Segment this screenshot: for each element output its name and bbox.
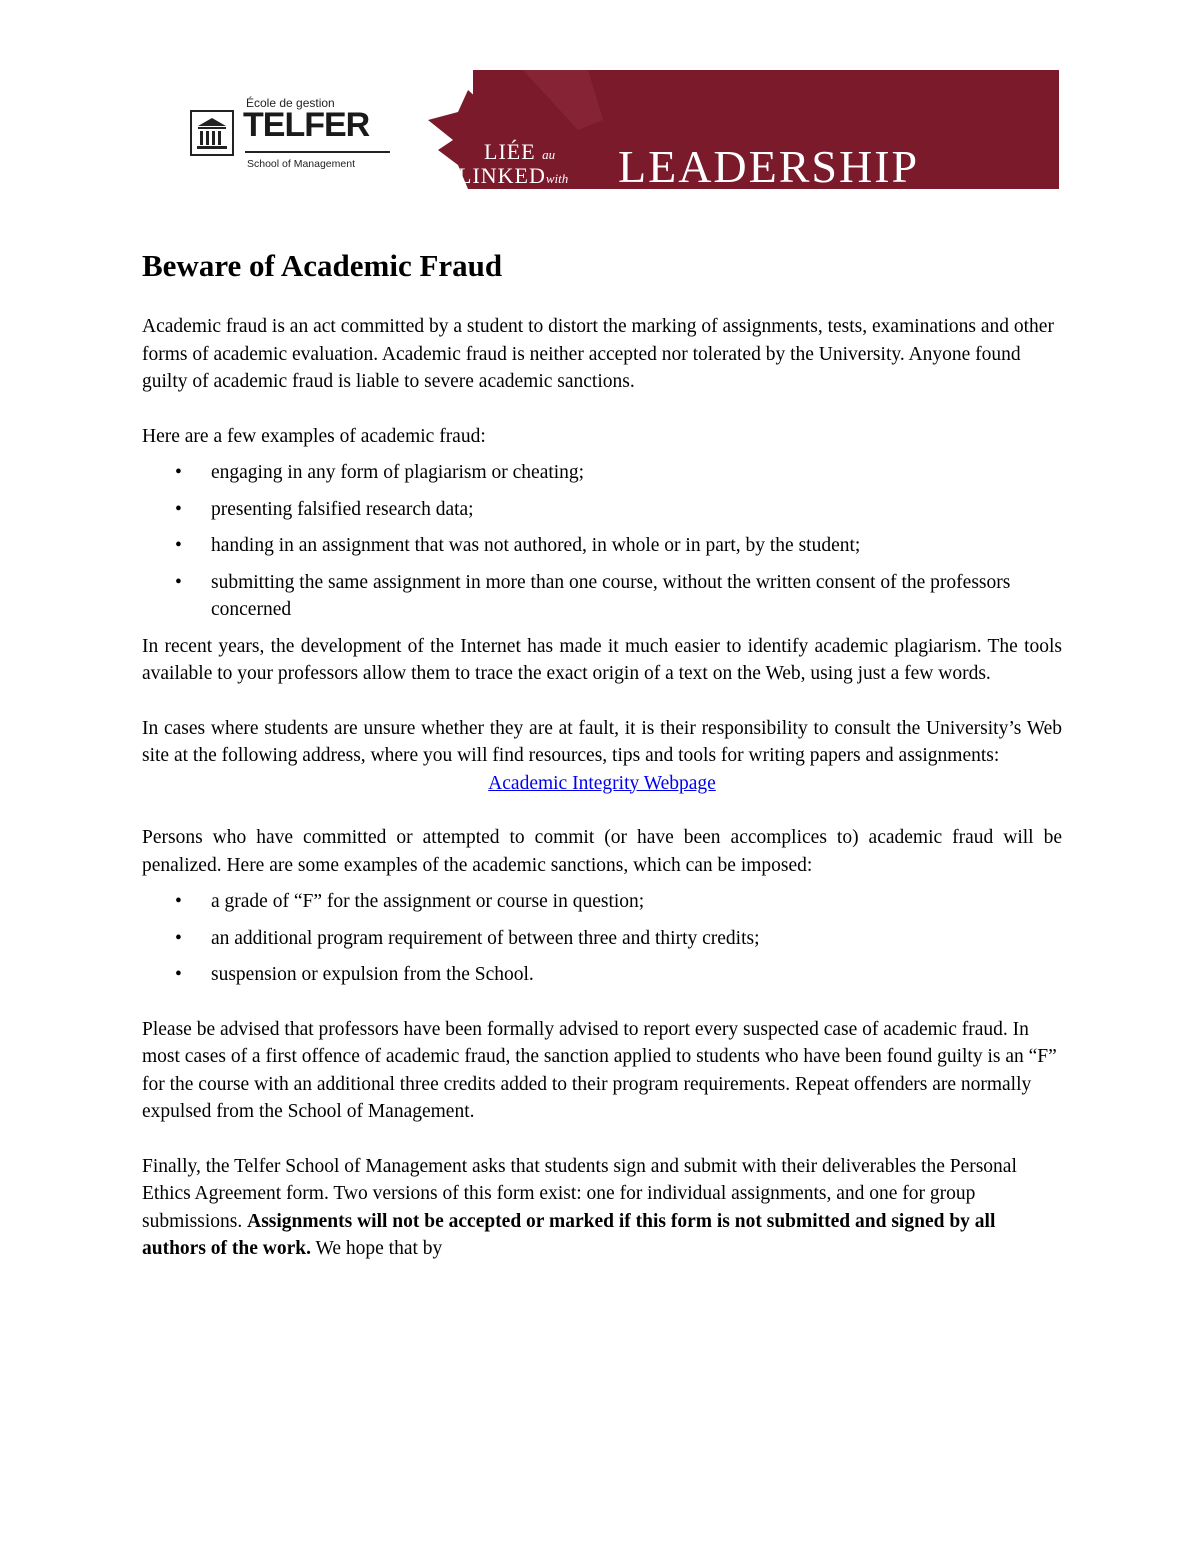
- page-title: Beware of Academic Fraud: [142, 248, 503, 283]
- document-body: [142, 246, 1062, 1263]
- finally-paragraph: Finally, the Telfer School of Management asks that students sign and submit with their deliverables the Personal Ethics Agreement form. Two versions of this form exist: one for individual assignments, and one for group submissions. Assignments will not be accepted or marked if this form is not submitted and signed by all authors of the work. We hope that by: [142, 1155, 1017, 1259]
- leadership-banner: [428, 70, 1059, 192]
- school-name-en: School of Management: [247, 158, 355, 170]
- intro-paragraph: Academic fraud is an act committed by a student to distort the marking of assignments, tests, examinations and other forms of academic evaluation. Academic fraud is neither accepted nor tolerated by the University. Anyone found guilty of academic fraud is liable to severe academic sanctions.: [142, 316, 1054, 392]
- list-item: • suspension or expulsion from the School.: [142, 961, 1062, 989]
- penalized-paragraph: Persons who have committed or attempted to commit (or have been accomplices to) academic fraud will be penalized. Here are some examples of the academic sanctions, which can be imposed:: [142, 827, 1062, 876]
- logo-divider: [245, 151, 390, 153]
- bold-requirement: Assignments will not be accepted or marked if this form is not submitted and signed by all authors of the work.: [142, 1210, 996, 1259]
- list-item: • handing in an assignment that was not authored, in whole or in part, by the student;: [142, 532, 1062, 560]
- sanctions-list: [142, 888, 1062, 989]
- brand-name: TELFER: [243, 106, 370, 144]
- banner-leadership: LEADERSHIP: [618, 141, 920, 192]
- examples-list: [142, 459, 1062, 624]
- internet-paragraph: In recent years, the development of the Internet has made it much easier to identify academic plagiarism. The tools available to your professors allow them to trace the exact origin of a text on the Web, using just a few words.: [142, 635, 1062, 684]
- academic-integrity-link[interactable]: Academic Integrity Webpage: [488, 772, 716, 794]
- advised-paragraph: Please be advised that professors have been formally advised to report every suspected case of academic fraud. In most cases of a first offence of academic fraud, the sanction applied to students who have been found guilty is an “F” for the course with an additional three credits added to their program requirements. Repeat offenders are normally expulsed from the School of Management.: [142, 1018, 1057, 1122]
- banner-text-fr: LIÉE au: [484, 139, 556, 164]
- examples-intro: Here are a few examples of academic fraud:: [142, 425, 486, 447]
- list-item: • an additional program requirement of between three and thirty credits;: [142, 925, 1062, 953]
- building-crest-icon: [190, 110, 234, 156]
- telfer-logo: [190, 96, 390, 170]
- list-item: • engaging in any form of plagiarism or cheating;: [142, 459, 1062, 487]
- unsure-paragraph: In cases where students are unsure whether they are at fault, it is their responsibility to consult the University’s Web site at the following address, where you will find resources, tips and tools for writing papers and assignments:: [142, 717, 1062, 766]
- banner-text-en: LINKEDwith: [458, 163, 569, 188]
- list-item: • submitting the same assignment in more than one course, without the written consent of the professors concerned: [142, 569, 1062, 624]
- list-item: • presenting falsified research data;: [142, 496, 1062, 524]
- list-item: • a grade of “F” for the assignment or course in question;: [142, 888, 1062, 916]
- school-name-fr: École de gestion: [246, 96, 335, 110]
